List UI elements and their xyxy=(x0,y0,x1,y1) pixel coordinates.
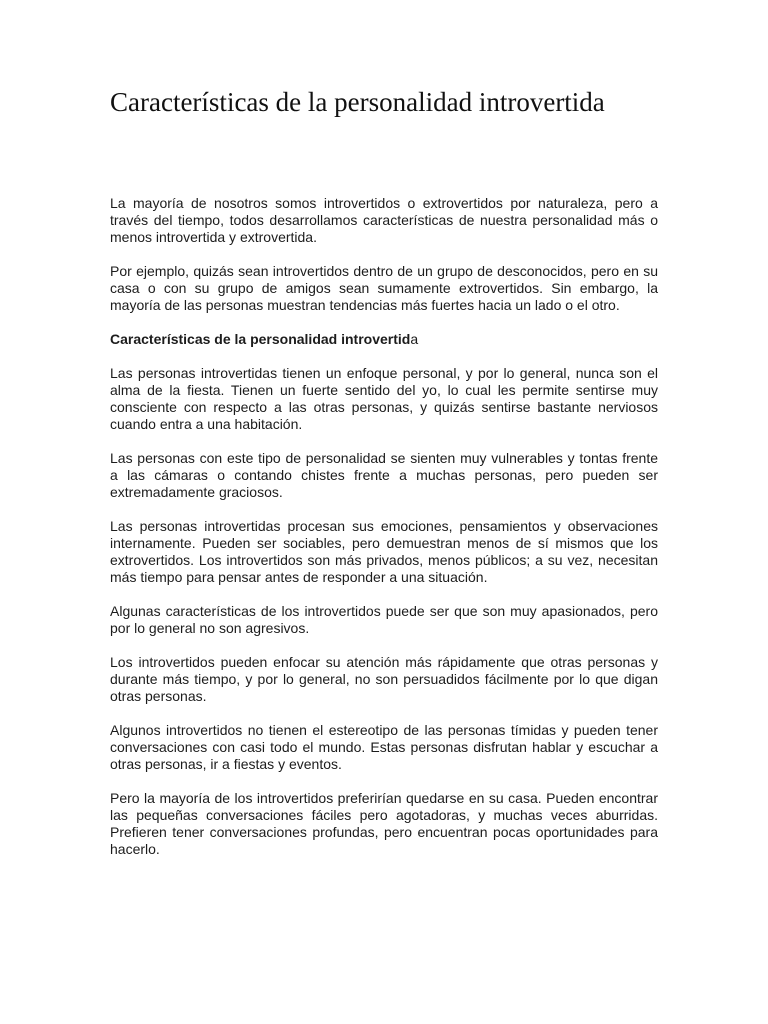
subheading-normal-text: a xyxy=(410,331,419,347)
body-paragraph: Algunos introvertidos no tienen el estereotipo de las personas tímidas y pueden tener conversaciones con casi todo el mundo. Estas personas disfrutan hablar y escuchar a otras personas, ir a fiestas y eventos. xyxy=(110,722,658,772)
intro-paragraph: La mayoría de nosotros somos introvertidos o extrovertidos por naturaleza, pero a través del tiempo, todos desarrollamos características de nuestra personalidad más o menos introvertida y extrovertida. xyxy=(110,195,658,245)
body-paragraph: Pero la mayoría de los introvertidos preferirían quedarse en su casa. Pueden encontrar las pequeñas conversaciones fáciles pero agotadoras, y muchas veces aburridas. Prefieren tener conversaciones profundas, pero encuentran pocas oportunidades para hacerlo. xyxy=(110,790,658,857)
body-paragraph: Los introvertidos pueden enfocar su atención más rápidamente que otras personas y durante más tiempo, y por lo general, no son persuadidos fácilmente por lo que digan otras personas. xyxy=(110,654,658,704)
section-subheading xyxy=(110,331,658,348)
document-page xyxy=(110,85,658,875)
body-paragraph: Las personas introvertidas tienen un enfoque personal, y por lo general, nunca son el alma de la fiesta. Tienen un fuerte sentido del yo, lo cual les permite sentirse muy consciente con respecto a las otras personas, y quizás sentirse bastante nerviosos cuando entra a una habitación. xyxy=(110,365,658,432)
body-paragraph: Las personas introvertidas procesan sus emociones, pensamientos y observaciones internamente. Pueden ser sociables, pero demuestran menos de sí mismos que los extrovertidos. Los introvertidos son más privados, menos públicos; a su vez, necesitan más tiempo para pensar antes de responder a una situación. xyxy=(110,518,658,585)
intro-paragraph: Por ejemplo, quizás sean introvertidos dentro de un grupo de desconocidos, pero en su casa o con su grupo de amigos sean sumamente extrovertidos. Sin embargo, la mayoría de las personas muestran tendencias más fuertes hacia un lado o el otro. xyxy=(110,263,658,313)
body-paragraph: Las personas con este tipo de personalidad se sienten muy vulnerables y tontas frente a las cámaras o contando chistes frente a muchas personas, pero pueden ser extremadamente graciosos. xyxy=(110,450,658,500)
body-paragraph: Algunas características de los introvertidos puede ser que son muy apasionados, pero por lo general no son agresivos. xyxy=(110,603,658,636)
subheading-bold-text: Características de la personalidad introvertid xyxy=(110,331,411,347)
document-title: Características de la personalidad introvertida xyxy=(110,87,605,117)
